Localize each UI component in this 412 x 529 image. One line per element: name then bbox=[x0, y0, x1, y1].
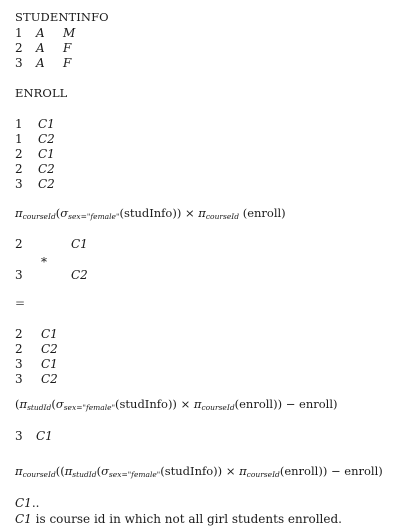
pi-symbol: π bbox=[15, 464, 23, 478]
studentinfo-cell-id: 2 bbox=[15, 41, 23, 55]
answer-course-var: C1 bbox=[15, 496, 32, 510]
argument: (studInfo)) bbox=[119, 206, 182, 220]
studentinfo-cell-id: 1 bbox=[15, 26, 23, 40]
equals-symbol: = bbox=[15, 296, 26, 310]
result-cell-course: C1 bbox=[41, 327, 58, 341]
subscript-courseid: courseId bbox=[201, 403, 235, 412]
enroll-cell-course: C2 bbox=[38, 177, 55, 191]
argument: (enroll)) bbox=[234, 397, 283, 411]
enroll-cell-id: 2 bbox=[15, 147, 23, 161]
argument: (enroll)) bbox=[279, 464, 328, 478]
times-symbol: × bbox=[180, 397, 191, 411]
answer-text: is course id in which not all girl students enrolled. bbox=[31, 512, 342, 526]
answer-line-2 bbox=[15, 512, 342, 526]
result-cell-course: C2 bbox=[41, 342, 58, 356]
subscript-condition: sex="female" bbox=[63, 403, 116, 412]
pi-symbol: π bbox=[15, 206, 23, 220]
times-symbol: × bbox=[185, 206, 195, 220]
studentinfo-title: STUDENTINFO bbox=[15, 10, 109, 24]
argument: enroll) bbox=[344, 464, 383, 478]
pi-symbol: π bbox=[198, 206, 206, 220]
subscript-courseid: courseId bbox=[22, 470, 56, 479]
paren: ( bbox=[51, 397, 56, 411]
expression-final bbox=[15, 464, 383, 479]
result2-course: C1 bbox=[36, 429, 53, 443]
product-right-value: C1 bbox=[71, 237, 88, 251]
result-cell-id: 2 bbox=[15, 327, 23, 341]
paren: ( bbox=[55, 206, 61, 220]
pi-symbol: π bbox=[193, 397, 202, 411]
subscript-courseid: courseId bbox=[246, 470, 280, 479]
pi-symbol: π bbox=[64, 464, 73, 478]
enroll-cell-course: C2 bbox=[38, 162, 55, 176]
enroll-cell-course: C2 bbox=[38, 132, 55, 146]
paren: ( bbox=[96, 464, 102, 478]
enroll-cell-id: 3 bbox=[15, 177, 23, 191]
answer-text: .. bbox=[31, 496, 40, 510]
answer-line-1 bbox=[15, 496, 39, 510]
times-symbol: × bbox=[225, 464, 236, 478]
argument: (enroll) bbox=[242, 206, 286, 220]
paren: ( bbox=[15, 397, 20, 411]
enroll-cell-course: C1 bbox=[38, 147, 55, 161]
paren: (( bbox=[55, 464, 65, 478]
studentinfo-cell-sex: F bbox=[63, 56, 72, 70]
product-star-symbol: * bbox=[41, 255, 47, 269]
enroll-cell-id: 1 bbox=[15, 132, 23, 146]
answer-course-var: C1 bbox=[15, 512, 32, 526]
minus-symbol: − bbox=[330, 464, 341, 478]
studentinfo-cell-id: 3 bbox=[15, 56, 23, 70]
subscript-studid: studId bbox=[72, 470, 97, 479]
pi-symbol: π bbox=[19, 397, 28, 411]
result-cell-course: C2 bbox=[41, 372, 58, 386]
product-right-value: C2 bbox=[71, 268, 88, 282]
argument: enroll) bbox=[299, 397, 338, 411]
studentinfo-cell-name: A bbox=[36, 26, 45, 40]
subscript-condition: sex="female" bbox=[68, 212, 120, 221]
studentinfo-cell-name: A bbox=[36, 56, 45, 70]
sigma-symbol: σ bbox=[60, 206, 69, 220]
subscript-condition: sex="female" bbox=[108, 470, 161, 479]
result-cell-id: 3 bbox=[15, 357, 23, 371]
result-cell-id: 3 bbox=[15, 372, 23, 386]
studentinfo-cell-name: A bbox=[36, 41, 45, 55]
studentinfo-cell-sex: F bbox=[63, 41, 72, 55]
expression-project-select-product bbox=[15, 206, 286, 221]
product-left-value: 3 bbox=[15, 268, 23, 282]
enroll-cell-id: 2 bbox=[15, 162, 23, 176]
argument: (studInfo)) bbox=[115, 397, 177, 411]
result2-id: 3 bbox=[15, 429, 23, 443]
product-left-value: 2 bbox=[15, 237, 23, 251]
expression-difference bbox=[15, 397, 338, 412]
result-cell-course: C1 bbox=[41, 357, 58, 371]
subscript-courseid: courseId bbox=[22, 212, 56, 221]
studentinfo-cell-sex: M bbox=[63, 26, 76, 40]
enroll-cell-course: C1 bbox=[38, 117, 55, 131]
result-cell-id: 2 bbox=[15, 342, 23, 356]
sigma-symbol: σ bbox=[55, 397, 64, 411]
minus-symbol: − bbox=[285, 397, 296, 411]
enroll-cell-id: 1 bbox=[15, 117, 23, 131]
subscript-studid: studId bbox=[27, 403, 52, 412]
enroll-title: ENROLL bbox=[15, 86, 68, 100]
sigma-symbol: σ bbox=[101, 464, 109, 478]
subscript-courseid: courseId bbox=[205, 212, 240, 221]
pi-symbol: π bbox=[239, 464, 247, 478]
argument: (studInfo)) bbox=[160, 464, 223, 478]
